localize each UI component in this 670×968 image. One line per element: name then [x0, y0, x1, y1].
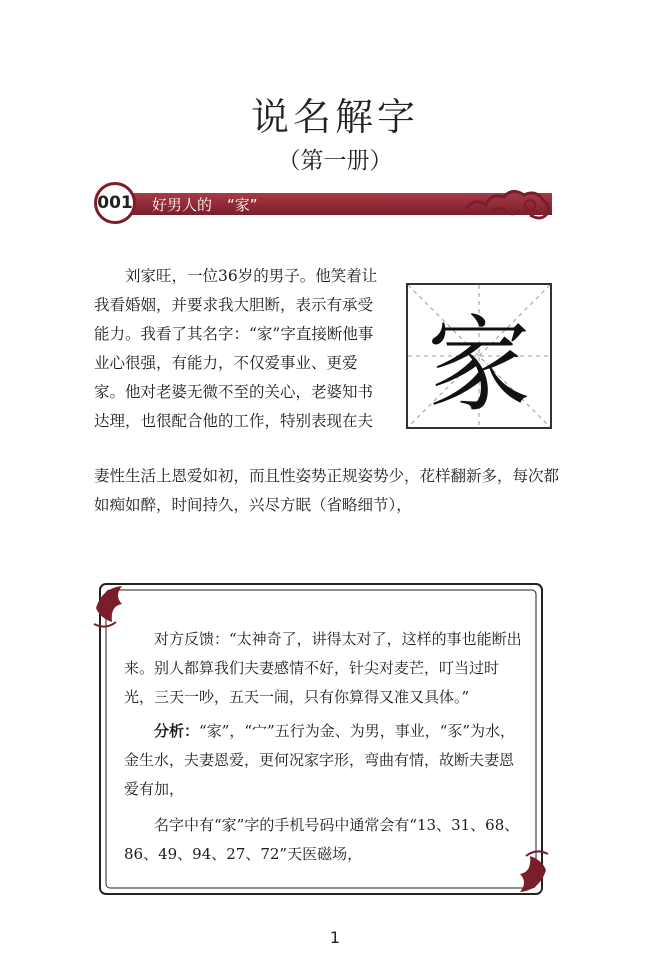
section-label: 好男人的 “家”	[152, 196, 258, 214]
big-character: 家	[426, 304, 531, 426]
character-grid-box	[406, 283, 552, 429]
page-subtitle: （第一册）	[277, 148, 393, 174]
feedback-quote: 对方反馈：“太神奇了，讲得太对了，这样的事也能断出来。别人都算我们夫妻感情不好，针尖对麦芒，叮当过时光，三天一吵，五天一闹，只有你算得又准又具体。”	[124, 630, 522, 706]
section-banner	[94, 189, 548, 219]
page-title: 说名解字	[250, 95, 419, 139]
paragraph-2: 妻性生活上恩爱如初，而且性姿势正规姿势少，花样翻新多，每次都如痴如醉，时间持久，兴尽方眠（省略细节），	[94, 467, 560, 514]
analysis-body: “家”，“宀”五行为金、为男，事业，“豕”为水，金生水，夫妻恩爱，更何况家字形，弯曲有情，故断夫妻恩爱有加，	[124, 722, 516, 798]
page-number: 1	[329, 928, 341, 947]
paragraph-1: 刘家旺，一位36岁的男子。他笑着让我看婚姻，并要求我大胆断，表示有承受能力。我看了其名字：“家”字直接断他事业心很强，有能力，不仅爱事业、更爱家。他对老婆无微不至的关心，老婆知书达理，也很配合他的工作，特别表现在夫	[94, 267, 378, 430]
phone-note: 名字中有“家”字的手机号码中通常会有“13、31、68、86、49、94、27、72”天医磁场，	[124, 816, 520, 863]
cloud-ornament-icon	[460, 183, 552, 223]
section-number: 001	[94, 182, 136, 224]
analysis-label: 分析：	[154, 722, 200, 740]
analysis-text	[124, 717, 526, 804]
